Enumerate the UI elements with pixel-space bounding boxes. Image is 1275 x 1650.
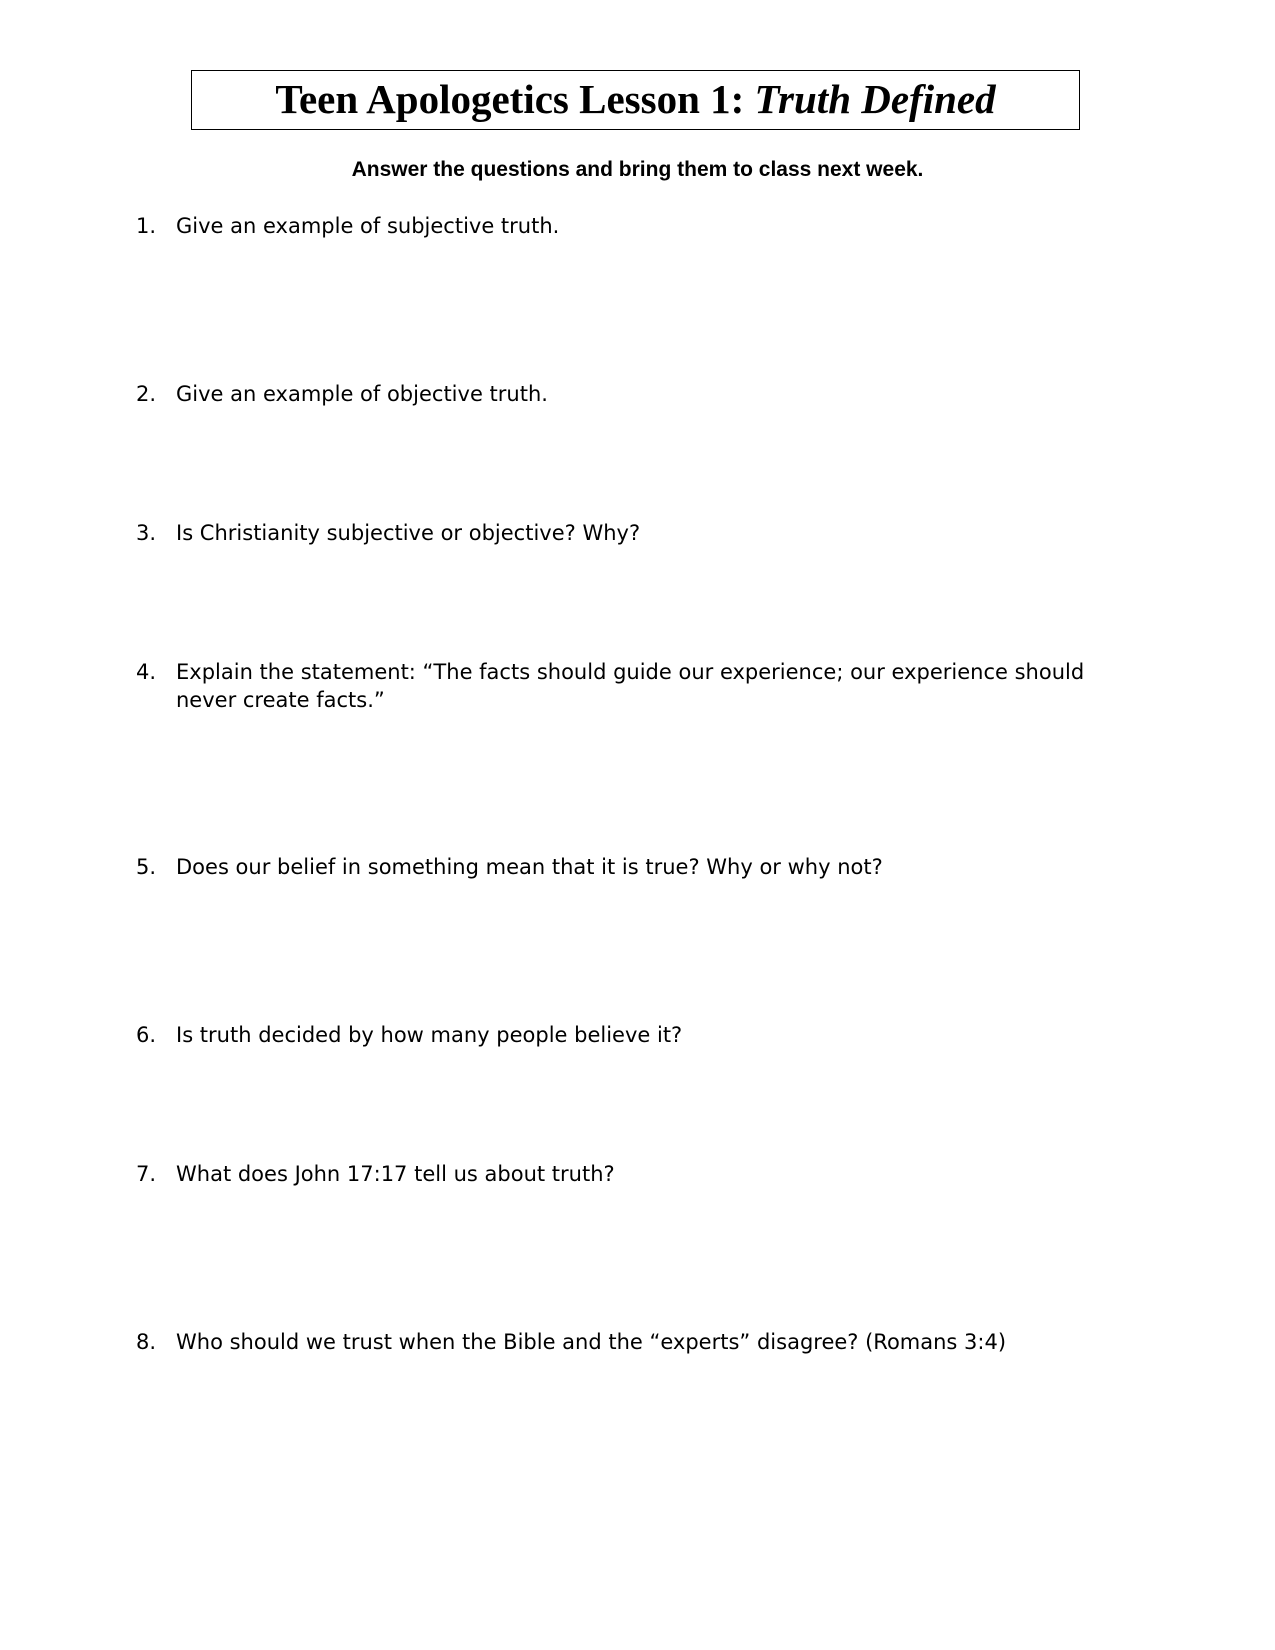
question-2 bbox=[136, 380, 1146, 408]
title-box bbox=[191, 70, 1080, 130]
question-text: Give an example of objective truth. bbox=[176, 382, 548, 406]
question-text: Who should we trust when the Bible and the “experts” disagree? (Romans 3:4) bbox=[176, 1330, 1007, 1354]
question-text: What does John 17:17 tell us about truth? bbox=[176, 1162, 615, 1186]
question-number: 5. bbox=[136, 855, 157, 879]
question-text: Explain the statement: “The facts should guide our experience; our experience should never create facts.” bbox=[176, 660, 1085, 712]
question-text: Is truth decided by how many people believe it? bbox=[176, 1023, 683, 1047]
question-4 bbox=[136, 658, 1146, 714]
title-italic: Truth Defined bbox=[754, 75, 996, 122]
question-text: Does our belief in something mean that it is true? Why or why not? bbox=[176, 855, 883, 879]
question-number: 4. bbox=[136, 660, 157, 684]
question-1 bbox=[136, 212, 1146, 240]
question-3 bbox=[136, 519, 1146, 547]
question-text: Is Christianity subjective or objective? Why? bbox=[176, 521, 641, 545]
question-7 bbox=[136, 1160, 1146, 1188]
question-6 bbox=[136, 1021, 1146, 1049]
question-8 bbox=[136, 1328, 1146, 1356]
question-number: 3. bbox=[136, 521, 157, 545]
question-number: 2. bbox=[136, 382, 157, 406]
title-main: Teen Apologetics Lesson 1: bbox=[275, 75, 755, 122]
question-number: 8. bbox=[136, 1330, 157, 1354]
page-title bbox=[275, 75, 996, 122]
question-text: Give an example of subjective truth. bbox=[176, 214, 560, 238]
instructions: Answer the questions and bring them to class next week. bbox=[351, 158, 924, 181]
question-5 bbox=[136, 853, 1146, 881]
question-number: 7. bbox=[136, 1162, 157, 1186]
question-number: 6. bbox=[136, 1023, 157, 1047]
question-number: 1. bbox=[136, 214, 157, 238]
